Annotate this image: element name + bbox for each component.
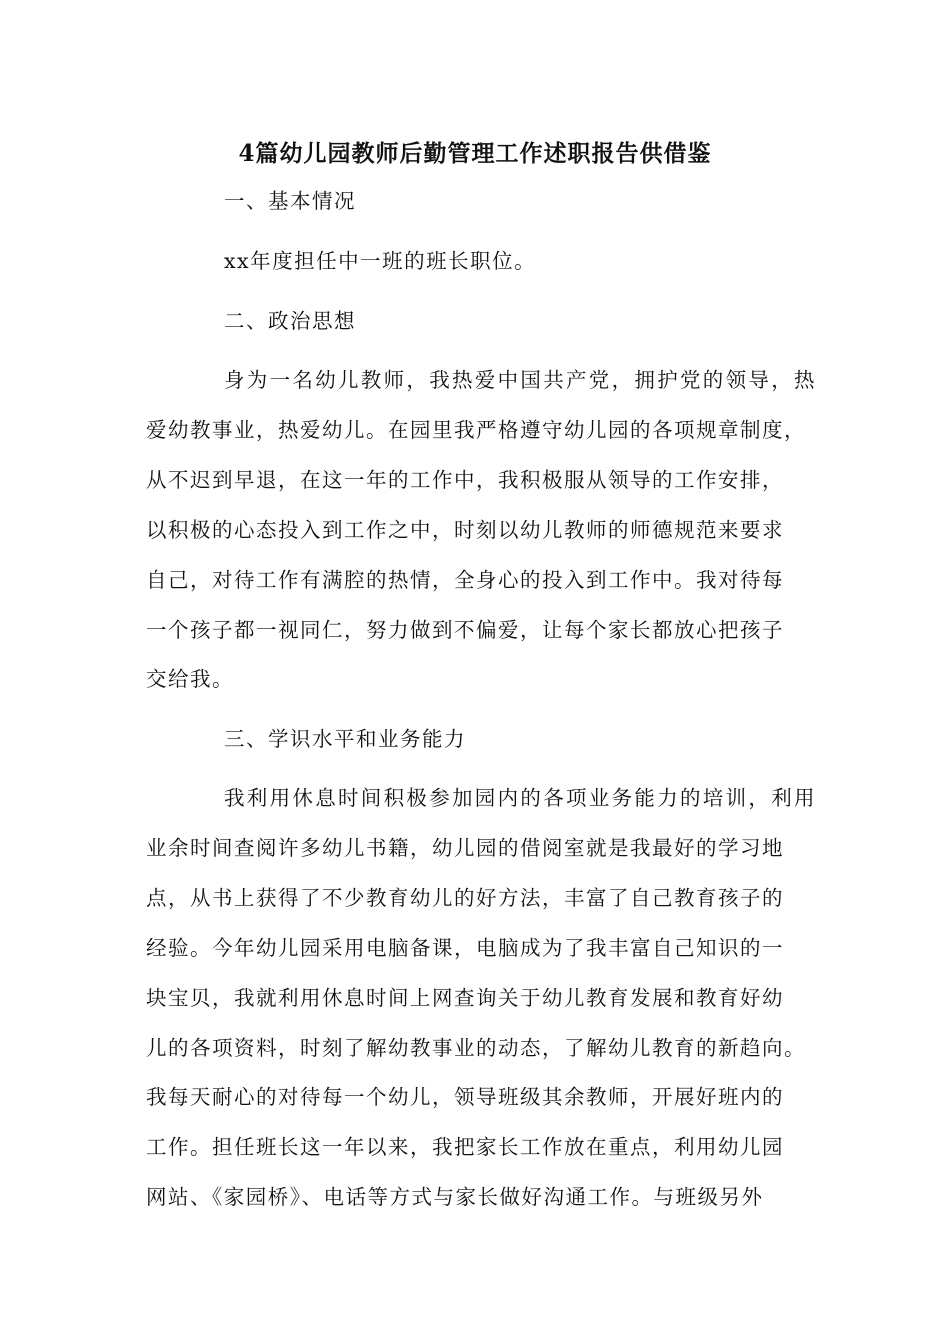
paragraph-line: 业余时间查阅许多幼儿书籍，幼儿园的借阅室就是我最好的学习地 (146, 836, 784, 860)
paragraph-line: 我利用休息时间积极参加园内的各项业务能力的培训，利用 (224, 786, 817, 810)
section-heading-political-thought: 二、政治思想 (224, 309, 356, 333)
paragraph-line: 爱幼教事业，热爱幼儿。在园里我严格遵守幼儿园的各项规章制度， (146, 418, 806, 442)
paragraph-line: 工作。担任班长这一年以来，我把家长工作放在重点，利用幼儿园 (146, 1135, 784, 1159)
paragraph-line: 儿的各项资料，时刻了解幼教事业的动态，了解幼儿教育的新趋向。 (146, 1036, 806, 1060)
paragraph-line: 身为一名幼儿教师，我热爱中国共产党，拥护党的领导，热 (224, 368, 817, 392)
paragraph-line: 点，从书上获得了不少教育幼儿的好方法，丰富了自己教育孩子的 (146, 886, 784, 910)
paragraph-line: 自己，对待工作有满腔的热情，全身心的投入到工作中。我对待每 (146, 568, 784, 592)
paragraph-line: 交给我。 (146, 667, 234, 691)
paragraph-line: 我每天耐心的对待每一个幼儿，领导班级其余教师，开展好班内的 (146, 1085, 784, 1109)
paragraph-line: 从不迟到早退，在这一年的工作中，我积极服从领导的工作安排， (146, 468, 784, 492)
paragraph-line: 以积极的心态投入到工作之中，时刻以幼儿教师的师德规范来要求 (146, 518, 784, 542)
document-title: 4篇幼儿园教师后勤管理工作述职报告供借鉴 (238, 140, 712, 167)
paragraph-line: xx年度担任中一班的班长职位。 (224, 249, 537, 273)
paragraph-line: 块宝贝，我就利用休息时间上网查询关于幼儿教育发展和教育好幼 (146, 986, 784, 1010)
paragraph-line: 网站、《家园桥》、电话等方式与家长做好沟通工作。与班级另外 (146, 1185, 764, 1209)
paragraph-line: 经验。今年幼儿园采用电脑备课，电脑成为了我丰富自己知识的一 (146, 936, 784, 960)
paragraph-line: 一个孩子都一视同仁，努力做到不偏爱，让每个家长都放心把孩子 (146, 618, 784, 642)
section-heading-basic-info: 一、基本情况 (224, 189, 356, 213)
section-heading-knowledge-ability: 三、学识水平和业务能力 (224, 727, 466, 751)
